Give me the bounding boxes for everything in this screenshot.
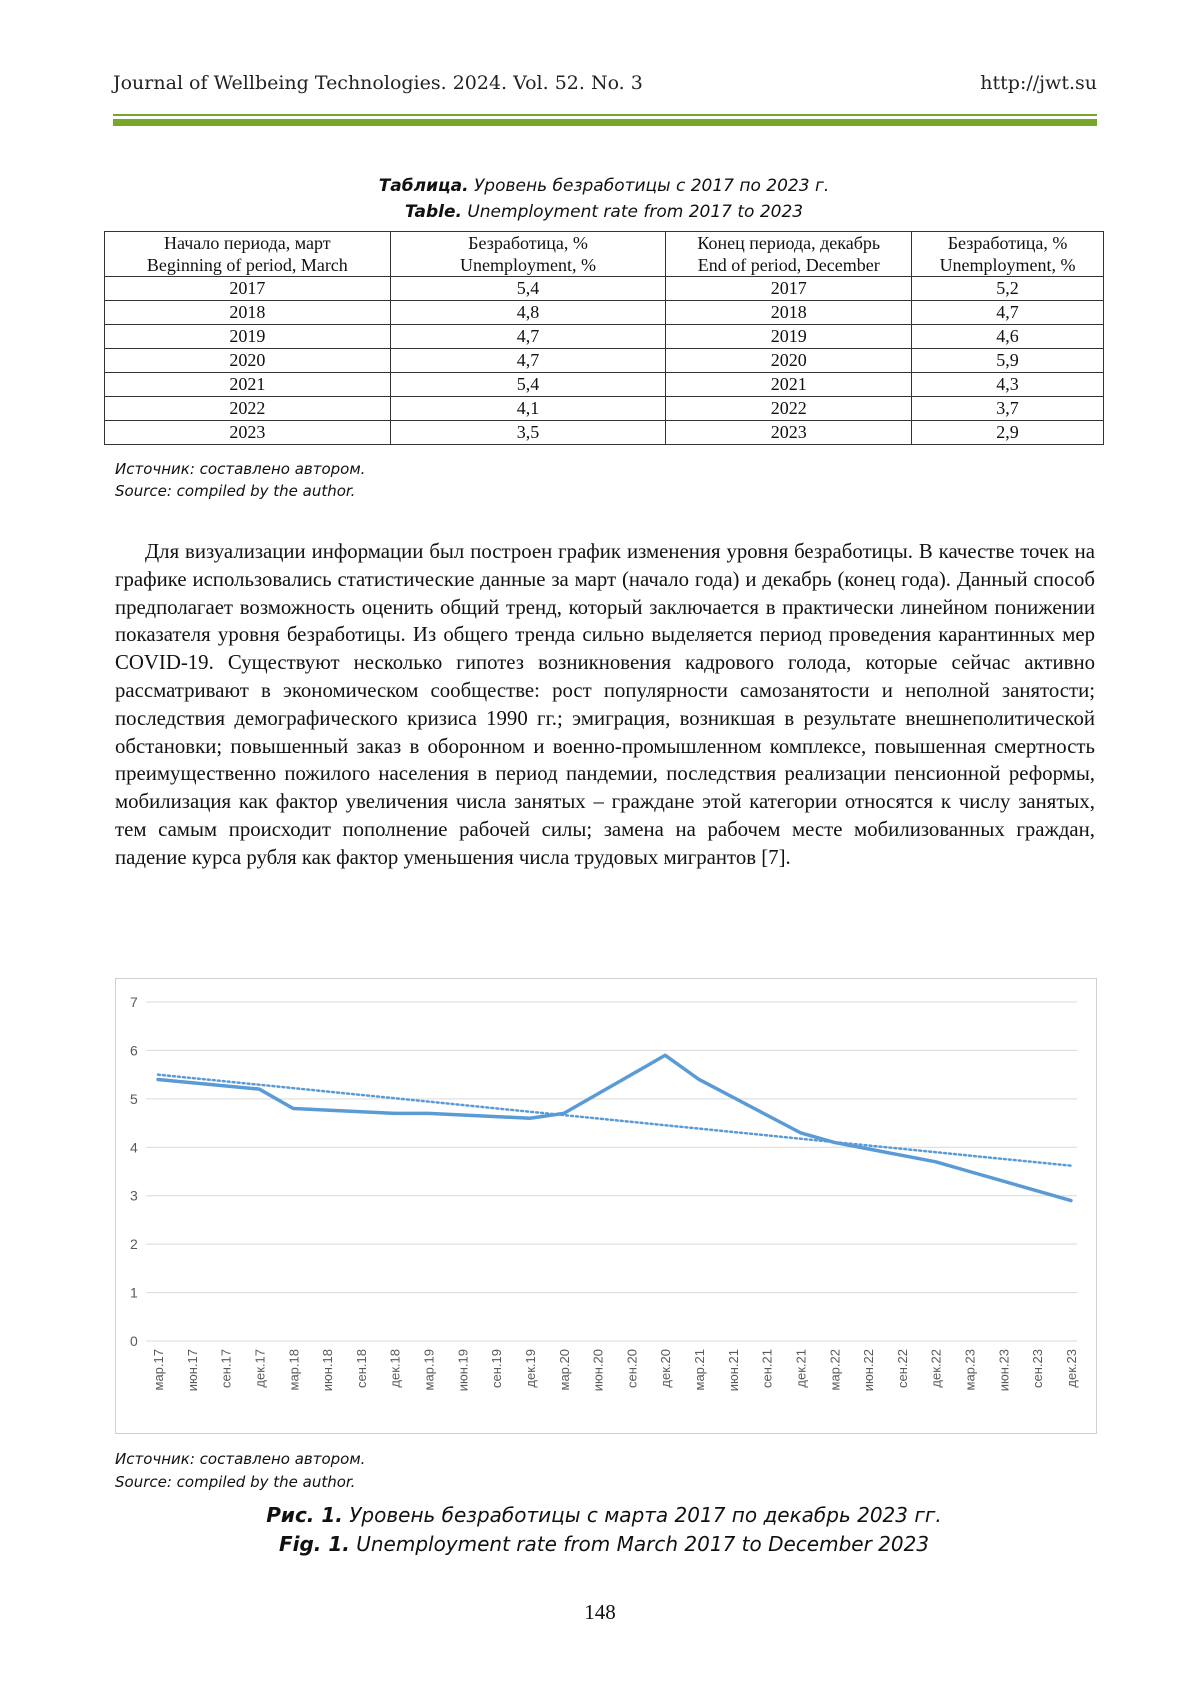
x-tick-label: мар.19 [421, 1349, 437, 1391]
table-caption-en-text: Unemployment rate from 2017 to 2023 [461, 202, 804, 222]
table-cell: 4,6 [912, 325, 1104, 349]
x-tick-label: дек.20 [658, 1349, 674, 1388]
x-tick-label: дек.17 [252, 1349, 268, 1388]
y-tick-label: 1 [130, 1284, 138, 1301]
x-tick-label: июн.19 [455, 1349, 471, 1392]
table-caption-ru-label: Таблица. [378, 176, 469, 196]
figure-caption-ru-label: Рис. 1. [266, 1503, 343, 1527]
table-cell: 4,7 [912, 301, 1104, 325]
x-tick-label: июн.23 [996, 1349, 1012, 1392]
y-tick-label: 4 [130, 1139, 138, 1156]
table-row [105, 277, 1104, 301]
x-tick-label: сен.19 [489, 1349, 505, 1388]
table-cell: 4,7 [390, 325, 666, 349]
figure-caption-ru [104, 1503, 1104, 1527]
x-tick-label: мар.18 [286, 1349, 302, 1391]
table-caption-en [104, 202, 1104, 222]
table-cell: 2,9 [912, 421, 1104, 445]
table-caption-en-label: Table. [404, 202, 462, 222]
table-cell: 4,8 [390, 301, 666, 325]
y-tick-label: 3 [130, 1187, 138, 1204]
x-tick-label: июн.20 [590, 1349, 606, 1392]
x-tick-label: мар.23 [962, 1349, 978, 1391]
table-source-ru: Источник: составлено автором. [115, 460, 366, 478]
table-cell: 5,9 [912, 349, 1104, 373]
table-row [105, 325, 1104, 349]
table-caption-ru [104, 176, 1104, 196]
x-tick-label: сен.18 [353, 1349, 369, 1388]
x-tick-label: сен.21 [759, 1349, 775, 1388]
header-cell: Безработица, % Unemployment, % [390, 232, 666, 277]
table-cell: 2020 [666, 349, 912, 373]
x-tick-label: мар.22 [827, 1349, 843, 1391]
unemployment-chart [115, 978, 1097, 1434]
x-tick-label: сен.17 [218, 1349, 234, 1388]
table-cell: 3,7 [912, 397, 1104, 421]
table-row [105, 373, 1104, 397]
x-tick-label: дек.23 [1064, 1349, 1079, 1388]
y-tick-label: 7 [130, 994, 138, 1010]
table-cell: 2023 [105, 421, 391, 445]
series-line [158, 1055, 1071, 1200]
table-cell: 2018 [666, 301, 912, 325]
table-cell: 2023 [666, 421, 912, 445]
header-rule-thin [113, 114, 1097, 116]
table-cell: 2019 [105, 325, 391, 349]
table-cell: 2022 [666, 397, 912, 421]
running-header [113, 72, 1097, 106]
x-tick-label: сен.23 [1030, 1349, 1046, 1388]
table-cell: 2022 [105, 397, 391, 421]
table-row [105, 397, 1104, 421]
table-cell: 4,7 [390, 349, 666, 373]
table-cell: 2017 [105, 277, 391, 301]
x-tick-label: июн.21 [725, 1349, 741, 1392]
x-tick-label: июн.18 [320, 1349, 336, 1392]
header-cell: Конец периода, декабрь End of period, December [666, 232, 912, 277]
header-rule [113, 119, 1097, 126]
chart-svg [116, 979, 1096, 1433]
x-tick-label: июн.22 [861, 1349, 877, 1392]
x-tick-label: дек.21 [793, 1349, 809, 1388]
unemployment-table [104, 231, 1104, 445]
x-tick-label: мар.17 [151, 1349, 166, 1391]
x-tick-label: сен.22 [894, 1349, 910, 1388]
trend-line [158, 1075, 1071, 1166]
body-paragraph: Для визуализации информации был построен график изменения уровня безработицы. В качестве точек на графике использовались статистические данные за март (начало года) и декабрь (конец года). Данный способ предполагает возможность оценить общий тренд, который заключается в практически линейном понижении показателя уровня безработицы. Из общего тренда сильно выделяется период проведения карантинных мер COVID-19. Существуют несколько гипотез возникновения кадрового голода, которые сейчас активно рассматривают в экономическом сообществе: рост популярности самозанятости и неполной занятости; последствия демографического кризиса 1990 гг.; эмиграция, возникшая в результате внешнеполитической обстановки; повышенный заказ в оборонном и военно-промышленном комплексе, повышенная смертность преимущественно пожилого населения в период пандемии, последствия реализации пенсионной реформы, мобилизация как фактор увеличения числа занятых – граждане этой категории относятся к числу занятых, тем самым происходит пополнение рабочей силы; замена на рабочем месте мобилизованных граждан, падение курса рубля как фактор уменьшения числа трудовых мигрантов [7]. [115, 540, 1095, 869]
y-tick-label: 6 [130, 1042, 138, 1059]
header-cell: Безработица, % Unemployment, % [912, 232, 1104, 277]
y-tick-label: 2 [130, 1236, 138, 1253]
table-cell: 3,5 [390, 421, 666, 445]
x-tick-label: дек.19 [522, 1349, 538, 1388]
table-cell: 2021 [666, 373, 912, 397]
journal-url[interactable]: http://jwt.su [980, 72, 1097, 94]
figure-source-en: Source: compiled by the author. [115, 1473, 356, 1491]
x-tick-label: мар.21 [692, 1349, 708, 1391]
y-tick-label: 0 [130, 1333, 138, 1349]
table-cell: 4,3 [912, 373, 1104, 397]
figure-caption-en [104, 1532, 1104, 1556]
table-header-row [105, 232, 1104, 277]
table-caption-ru-text: Уровень безработицы с 2017 по 2023 г. [468, 176, 830, 196]
figure-caption-en-text: Unemployment rate from March 2017 to December 2023 [349, 1532, 930, 1556]
x-tick-label: дек.22 [928, 1349, 944, 1388]
x-tick-label: сен.20 [624, 1349, 640, 1388]
figure-source-ru: Источник: составлено автором. [115, 1450, 366, 1468]
table-cell: 5,2 [912, 277, 1104, 301]
x-tick-label: июн.17 [184, 1349, 200, 1392]
table-cell: 2017 [666, 277, 912, 301]
journal-title: Journal of Wellbeing Technologies. 2024. Vol. 52. No. 3 [113, 72, 643, 94]
x-tick-label: мар.20 [556, 1349, 572, 1391]
header-cell: Начало периода, март Beginning of period, March [105, 232, 391, 277]
table-cell: 2020 [105, 349, 391, 373]
y-tick-label: 5 [130, 1090, 138, 1107]
table-cell: 4,1 [390, 397, 666, 421]
table-cell: 2021 [105, 373, 391, 397]
figure-caption-ru-text: Уровень безработицы с марта 2017 по декабрь 2023 гг. [342, 1503, 942, 1527]
page-number: 148 [584, 1600, 616, 1624]
table-cell: 2018 [105, 301, 391, 325]
x-tick-label: дек.18 [387, 1349, 403, 1388]
table-row [105, 349, 1104, 373]
table-row [105, 301, 1104, 325]
figure-caption-en-label: Fig. 1. [278, 1532, 350, 1556]
table-cell: 5,4 [390, 373, 666, 397]
table-source-en: Source: compiled by the author. [115, 482, 356, 500]
table-row [105, 421, 1104, 445]
table-cell: 2019 [666, 325, 912, 349]
table-cell: 5,4 [390, 277, 666, 301]
